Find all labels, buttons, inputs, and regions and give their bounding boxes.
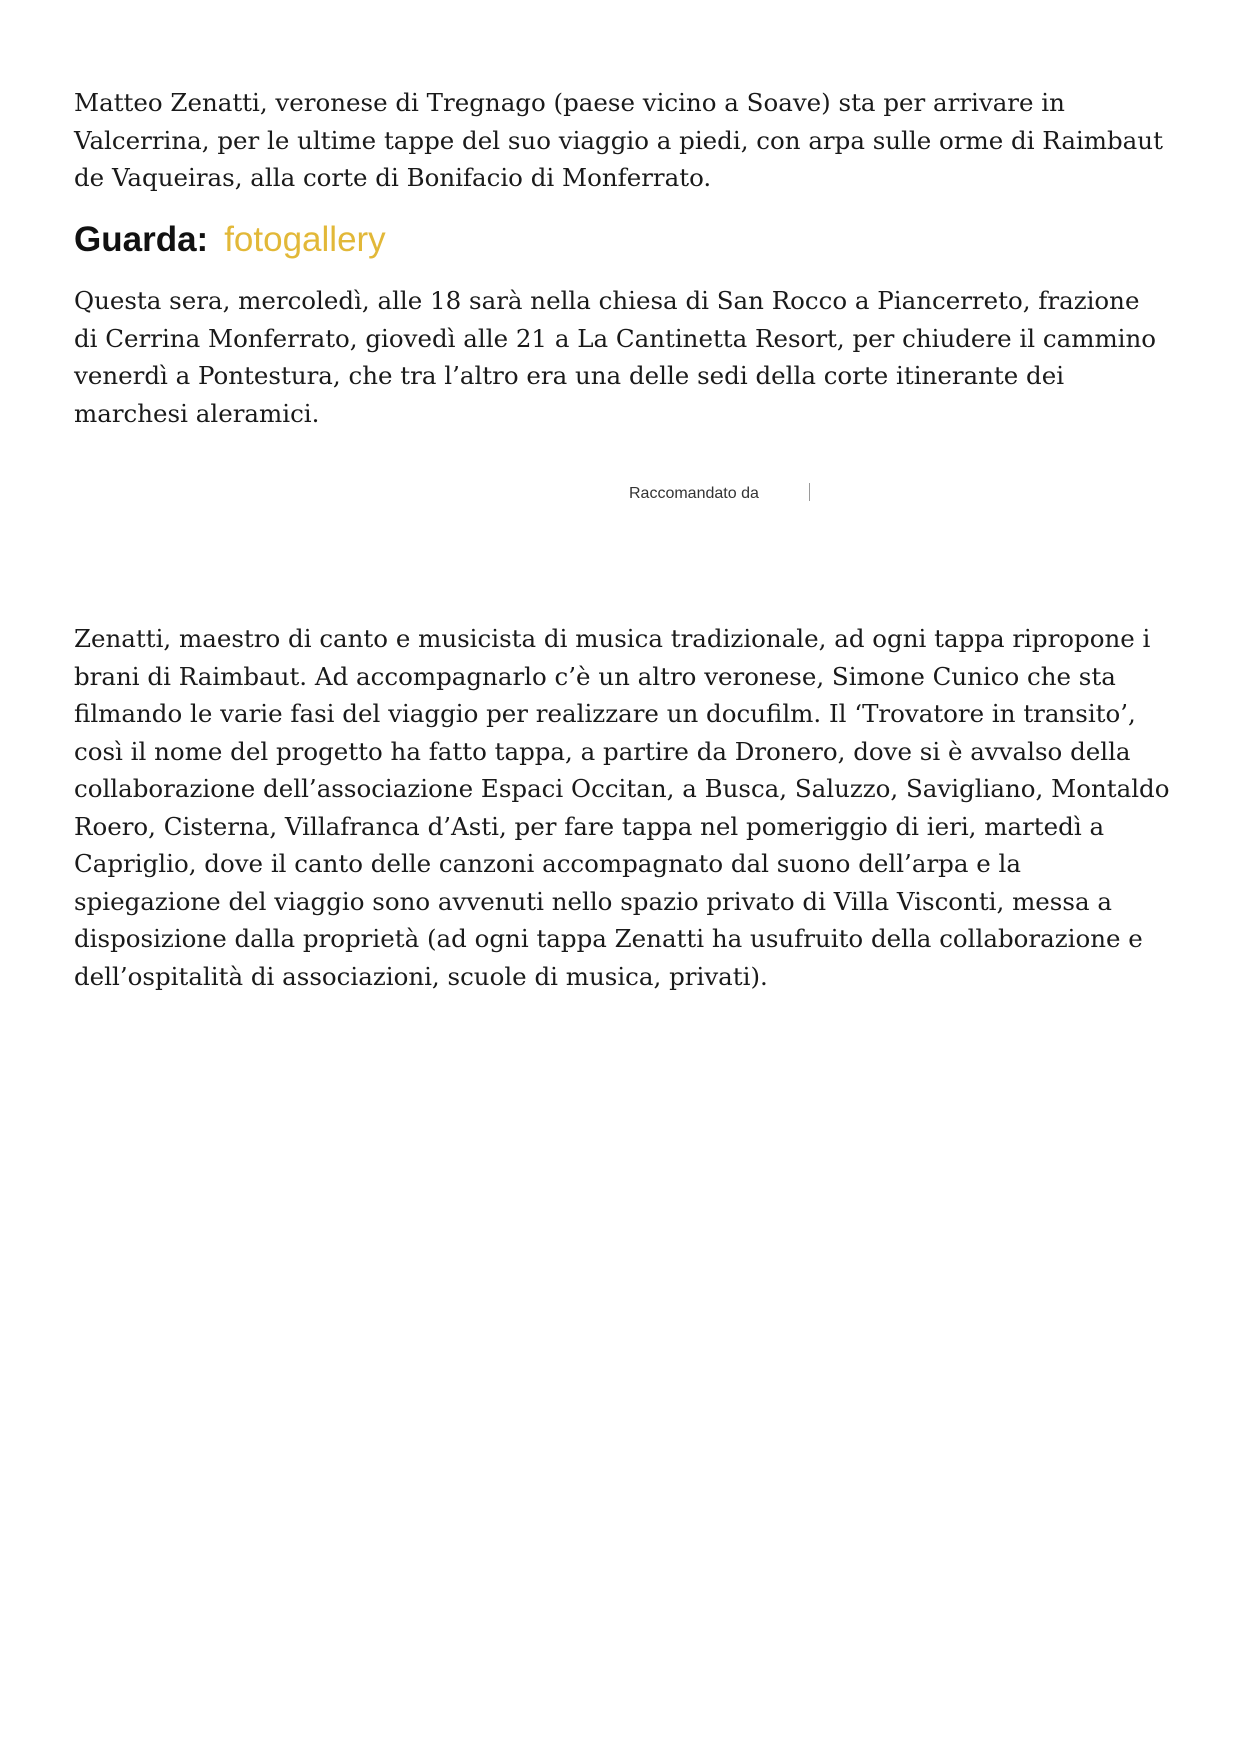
gallery-callout xyxy=(74,218,386,262)
fotogallery-link[interactable]: fotogallery xyxy=(224,220,386,259)
gallery-callout-label: Guarda: xyxy=(74,220,209,259)
article-paragraph-intro: Matteo Zenatti, veronese di Tregnago (paese vicino a Soave) sta per arrivare in Valcerrina, per le ultime tappe del suo viaggio a piedi, con arpa sulle orme di Raimbaut de Vaqueiras, alla corte di Bonifacio di Monferrato. xyxy=(74,88,1163,192)
recommended-by-label: Raccomandato da xyxy=(629,485,759,502)
article-paragraph-schedule: Questa sera, mercoledì, alle 18 sarà nella chiesa di San Rocco a Piancerreto, frazione di Cerrina Monferrato, giovedì alle 21 a La Cantinetta Resort, per chiudere il cammino venerdì a Pontestura, che tra l’altro era una delle sedi della corte itinerante dei marchesi aleramici. xyxy=(74,286,1157,428)
recommended-divider xyxy=(809,483,810,501)
article-paragraph-details: Zenatti, maestro di canto e musicista di musica tradizionale, ad ogni tappa ripropone i brani di Raimbaut. Ad accompagnarlo c’è un altro veronese, Simone Cunico che sta filmando le varie fasi del viaggio per realizzare un docufilm. Il ‘Trovatore in transito’, così il nome del progetto ha fatto tappa, a partire da Dronero, dove si è avvalso della collaborazione dell’associazione Espaci Occitan, a Busca, Saluzzo, Savigliano, Montaldo Roero, Cisterna, Villafranca d’Asti, per fare tappa nel pomeriggio di ieri, martedì a Capriglio, dove il canto delle canzoni accompagnato dal suono dell’arpa e la spiegazione del viaggio sono avvenuti nello spazio privato di Villa Visconti, messa a disposizione dalla proprietà (ad ogni tappa Zenatti ha usufruito della collaborazione e dell’ospitalità di associazioni, scuole di musica, privati). xyxy=(74,624,1170,991)
